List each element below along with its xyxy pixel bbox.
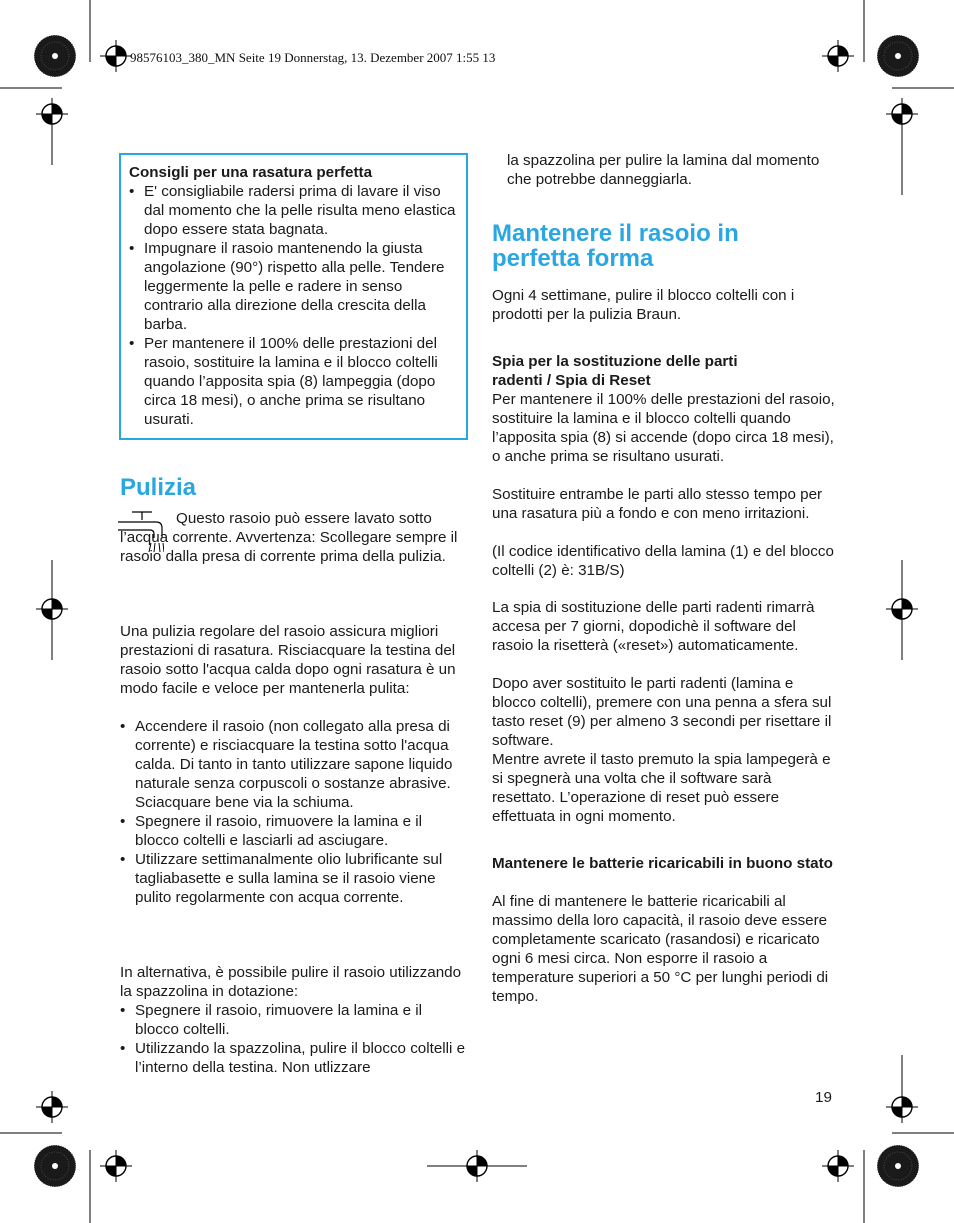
list-item: • Utilizzare settimanalmente olio lubrificante sul tagliabasette e sulla lamina se il rasoio viene pulito regolarmente con acqua corrente.: [120, 850, 466, 907]
tips-list: [129, 182, 458, 429]
spia-paragraph-3: (Il codice identificativo della lamina (1) e del blocco coltelli (2) è: 31B/S): [492, 543, 834, 579]
print-header-info: 98576103_380_MN Seite 19 Donnerstag, 13. Dezember 2007 1:55 13: [130, 50, 496, 65]
spia-title: Spia per la sostituzione delle parti radenti / Spia di Reset: [492, 353, 738, 389]
list-item: • Utilizzando la spazzolina, pulire il blocco coltelli e l’interno della testina. Non utlizzare: [120, 1039, 466, 1077]
pulizia-list-1: [120, 717, 466, 907]
pulizia-paragraph-2: In alternativa, è possibile pulire il rasoio utilizzando la spazzolina in dotazione:: [120, 964, 462, 1000]
pulizia-paragraph-1: Una pulizia regolare del rasoio assicura migliori prestazioni di rasatura. Risciacquare la testina del rasoio sotto l'acqua calda dopo ogni rasatura è un modo facile e veloce per mantenerla pulita:: [120, 623, 456, 697]
mantenere-intro: Ogni 4 settimane, pulire il blocco coltelli con i prodotti per la pulizia Braun.: [492, 287, 795, 323]
list-item: • Impugnare il rasoio mantenendo la giusta angolazione (90°) rispetto alla pelle. Tendere leggermente la pelle e radere in senso contrario alla direzione della crescita della barba.: [129, 239, 458, 334]
spia-paragraph-5: Dopo aver sostituito le parti radenti (lamina e blocco coltelli), premere con una penna a sfera sul tasto reset (9) per almeno 3 secondi per risettare il software.: [492, 675, 832, 749]
list-item: • Accendere il rasoio (non collegato alla presa di corrente) e risciacquare la testina sotto l'acqua calda. Di tanto in tanto utilizzare sapone liquido naturale senza corpuscoli o sostanze abrasive. Sciacquare bene via la schiuma.: [120, 717, 466, 812]
tips-box: [119, 153, 468, 440]
list-item: • Spegnere il rasoio, rimuovere la lamina e il blocco coltelli e lasciarli ad asciugare.: [120, 812, 466, 850]
batterie-title: Mantenere le batterie ricaricabili in buono stato: [492, 855, 833, 872]
list-item: • Spegnere il rasoio, rimuovere la lamina e il blocco coltelli.: [120, 1001, 466, 1039]
pulizia-intro: Questo rasoio può essere lavato sotto l’acqua corrente. Avvertenza: Scollegare sempre il rasoio dalla presa di corrente prima della pulizia.: [120, 510, 458, 565]
batterie-paragraph: Al fine di mantenere le batterie ricaricabili al massimo della loro capacità, il rasoio deve essere completamente scaricato (rasandosi) e ricaricato ogni 6 mesi circa. Non esporre il rasoio a temperature superiori a 50 °C per lunghi periodi di tempo.: [492, 893, 829, 1005]
spia-paragraph-6: Mentre avrete il tasto premuto la spia lampegerà e si spegnerà una volta che il software sarà resettato. L’operazione di reset può essere effettuata in ogni momento.: [492, 751, 831, 825]
list-item: • E' consigliabile radersi prima di lavare il viso dal momento che la pelle risulta meno elastica dopo essere stata bagnata.: [129, 182, 458, 239]
mantenere-heading: Mantenere il rasoio in perfetta forma: [492, 220, 739, 272]
list-item: • Per mantenere il 100% delle prestazioni del rasoio, sostituire la lamina e il blocco coltelli quando l’apposita spia (8) lampeggia (dopo circa 18 mesi), o anche prima se risultano usurati.: [129, 334, 458, 429]
spia-paragraph-4: La spia di sostituzione delle parti radenti rimarrà accesa per 7 giorni, dopodichè il software del rasoio la risetterà («reset») automaticamente.: [492, 599, 815, 654]
spia-paragraph-1: Per mantenere il 100% delle prestazioni del rasoio, sostituire la lamina e il blocco coltelli quando l’apposita spia (8) si accende (dopo circa 18 mesi), o anche prima se risultano usurati.: [492, 391, 835, 465]
pulizia-list-2: [120, 1001, 466, 1077]
pulizia-continued: la spazzolina per pulire la lamina dal momento che potrebbe danneggiarla.: [507, 152, 820, 188]
tips-title: Consigli per una rasatura perfetta: [129, 164, 373, 181]
page-number: 19: [815, 1089, 832, 1106]
spia-paragraph-2: Sostituire entrambe le parti allo stesso tempo per una rasatura più a fondo e con meno irritazioni.: [492, 486, 823, 522]
pulizia-heading: Pulizia: [120, 474, 197, 501]
